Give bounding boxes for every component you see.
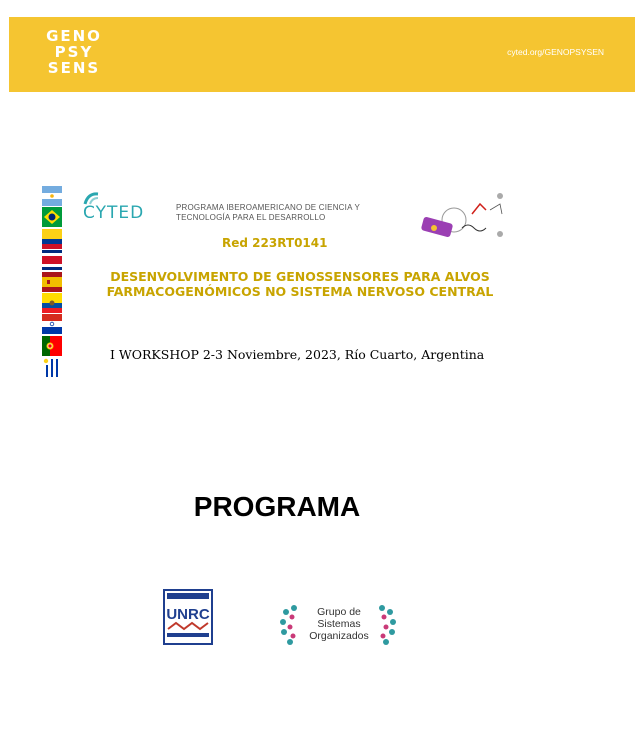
paraguay-flag-icon: [42, 314, 62, 334]
logo-line: SENS: [47, 59, 101, 77]
cyted-logo-text: CYTED: [83, 203, 145, 223]
unrc-logo: [163, 589, 213, 645]
uruguay-flag-icon: [42, 357, 62, 377]
genosensor-illustration-icon: [412, 190, 512, 246]
portugal-flag-icon: [42, 336, 62, 356]
genopsysens-logo: [39, 28, 109, 76]
colombia-flag-icon: [42, 229, 62, 249]
banner-url[interactable]: cyted.org/GENOPSYSEN: [507, 47, 604, 57]
workshop-line: I WORKSHOP 2-3 Noviembre, 2023, Río Cuarto, Argentina: [110, 347, 485, 362]
project-title: DESENVOLVIMENTO DE GENOSSENSORES PARA ALVOS FARMACOGENÓMICOS NO SISTEMA NERVOSO CENTRAL: [106, 269, 494, 299]
flags-column: [42, 186, 62, 392]
grupo-logo-text: Grupo de Sistemas Organizados: [309, 606, 369, 642]
spain-flag-icon: [42, 272, 62, 292]
unrc-logo-text: UNRC: [166, 606, 210, 623]
program-name: PROGRAMA IBEROAMERICANO DE CIENCIA Y TECNOLOGÍA PARA EL DESARROLLO: [176, 203, 360, 222]
ecuador-flag-icon: [42, 293, 62, 313]
page-title: PROGRAMA: [193, 491, 361, 522]
network-code: Red 223RT0141: [222, 236, 328, 250]
brazil-flag-icon: [42, 207, 62, 227]
header-banner: [9, 17, 635, 92]
logo-line: PSY: [54, 43, 94, 61]
argentina-flag-icon: [42, 186, 62, 206]
costa-rica-flag-icon: [42, 250, 62, 270]
logo-line: GENO: [46, 27, 102, 45]
